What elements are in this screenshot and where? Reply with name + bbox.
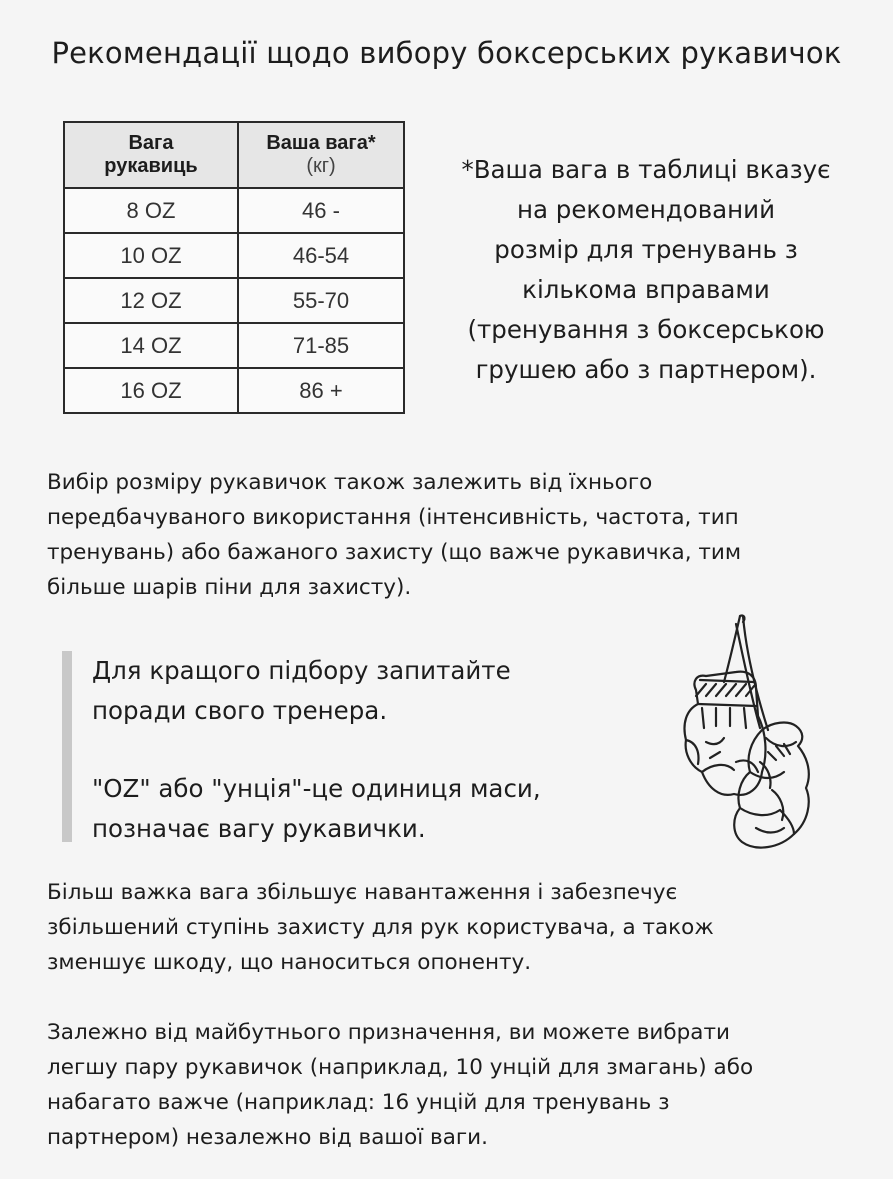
header-glove-weight: Вага рукавиць	[64, 122, 238, 188]
table-row	[64, 323, 404, 368]
glove-size-table	[63, 121, 405, 414]
page-title: Рекомендації щодо вибору боксерських рукавичок	[51, 36, 842, 70]
glove-size-cell: 8 OZ	[64, 188, 238, 233]
quote-oz-definition: "OZ" або "унція"-це одиниця маси, позначає вагу рукавички.	[92, 774, 541, 843]
coach-advice-quote	[62, 651, 582, 842]
glove-size-cell: 14 OZ	[64, 323, 238, 368]
usage-paragraph: Вибір розміру рукавичок також залежить від їхнього передбачуваного використання (інтенсивність, частота, тип тренувань) або бажаного захисту (що важче рукавичка, тим більше шарів піни для захисту).	[47, 470, 742, 600]
glove-size-cell: 10 OZ	[64, 233, 238, 278]
header-your-weight: Ваша вага* (кг)	[238, 122, 404, 188]
protection-paragraph: Більш важка вага збільшує навантаження і забезпечує збільшений ступінь захисту для рук користувача, а також зменшує шкоду, що наноситься опоненту.	[47, 880, 714, 975]
weight-footnote: *Ваша вага в таблиці вказує на рекомендований розмір для тренувань з кількома вправами (тренування з боксерською грушею або з партнером).	[461, 155, 831, 384]
boxing-gloves-icon	[676, 612, 836, 864]
body-weight-cell: 71-85	[238, 323, 404, 368]
body-weight-cell: 86 +	[238, 368, 404, 413]
purpose-paragraph: Залежно від майбутнього призначення, ви можете вибрати легшу пару рукавичок (наприклад, 10 унцій для змагань) або набагато важче (наприклад: 16 унцій для тренувань з партнером) незалежно від вашої ваги.	[47, 1020, 754, 1150]
table-row	[64, 188, 404, 233]
glove-size-cell: 16 OZ	[64, 368, 238, 413]
table-row	[64, 278, 404, 323]
table-header-row	[64, 122, 404, 188]
quote-advice: Для кращого підбору запитайте поради свого тренера.	[92, 656, 511, 725]
body-weight-cell: 55-70	[238, 278, 404, 323]
table-row	[64, 233, 404, 278]
glove-size-cell: 12 OZ	[64, 278, 238, 323]
body-weight-cell: 46 -	[238, 188, 404, 233]
body-weight-cell: 46-54	[238, 233, 404, 278]
table-row	[64, 368, 404, 413]
